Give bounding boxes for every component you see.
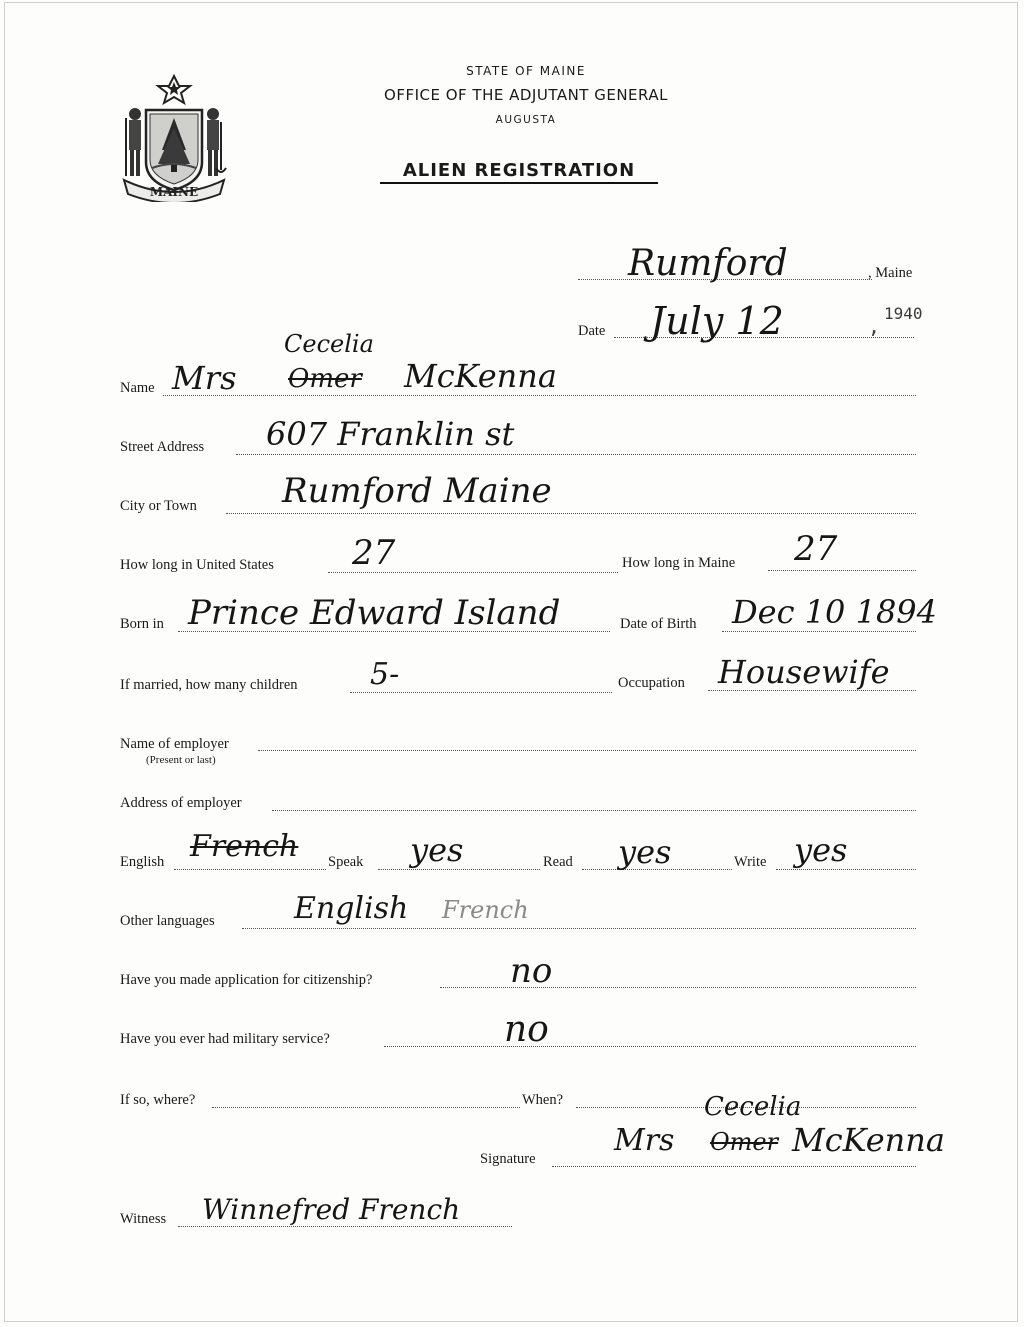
header-state: STATE OF MAINE <box>466 64 586 78</box>
maine-duration-line <box>768 570 916 571</box>
english-label: English <box>120 854 165 870</box>
place-suffix-label: , Maine <box>868 265 913 281</box>
header-city: AUGUSTA <box>495 114 557 126</box>
us-duration-value: 27 <box>352 533 396 573</box>
signature-label: Signature <box>480 1151 536 1167</box>
date-of-birth-label: Date of Birth <box>620 616 697 632</box>
other-languages-line <box>242 928 916 929</box>
signature-last-name: McKenna <box>792 1121 945 1159</box>
employer-name-sublabel: (Present or last) <box>146 754 216 766</box>
city-line <box>226 513 916 514</box>
date-value: July 12 <box>650 299 784 343</box>
citizenship-value: no <box>510 951 553 991</box>
born-in-value: Prince Edward Island <box>188 593 561 633</box>
signature-first-struck: Omer <box>710 1128 779 1156</box>
write-value: yes <box>794 831 848 869</box>
english-line <box>174 869 326 870</box>
city-label: City or Town <box>120 498 197 514</box>
name-title: Mrs <box>172 359 237 397</box>
employer-name-label: Name of employer <box>120 736 229 752</box>
street-label: Street Address <box>120 439 205 455</box>
signature-title: Mrs <box>614 1123 675 1158</box>
date-of-birth-value: Dec 10 1894 <box>732 593 938 631</box>
witness-line <box>178 1226 512 1227</box>
military-service-label: Have you ever had military service? <box>120 1031 330 1047</box>
maine-duration-value: 27 <box>794 529 838 569</box>
english-value: French <box>190 829 299 864</box>
date-label: Date <box>578 323 606 339</box>
write-line <box>776 869 916 870</box>
occupation-value: Housewife <box>718 653 890 691</box>
employer-address-line <box>272 810 916 811</box>
other-languages-value: English <box>294 891 409 926</box>
name-last: McKenna <box>404 357 557 395</box>
header-office: OFFICE OF THE ADJUTANT GENERAL <box>384 86 668 104</box>
year-value: 1940 <box>884 304 923 323</box>
children-label: If married, how many children <box>120 677 298 693</box>
date-separator: , <box>868 314 881 338</box>
witness-value: Winnefred French <box>202 1193 461 1226</box>
witness-label: Witness <box>120 1211 167 1227</box>
read-label: Read <box>543 854 573 870</box>
seal-banner-text: MAINE <box>149 185 199 199</box>
children-value: 5- <box>370 657 400 692</box>
service-when-label: When? <box>522 1092 564 1108</box>
write-label: Write <box>734 854 767 870</box>
signature-first-correction: Cecelia <box>704 1092 802 1122</box>
speak-value: yes <box>410 831 464 869</box>
other-languages-label: Other languages <box>120 913 215 929</box>
form-title: ALIEN REGISTRATION <box>380 160 658 184</box>
born-in-label: Born in <box>120 616 164 632</box>
employer-name-line <box>258 750 916 751</box>
speak-line <box>378 869 540 870</box>
city-value: Rumford Maine <box>282 471 552 511</box>
occupation-label: Occupation <box>618 675 685 691</box>
name-label: Name <box>120 380 155 396</box>
street-value: 607 Franklin st <box>266 415 515 453</box>
name-first-struck: Omer <box>288 364 362 394</box>
us-duration-label: How long in United States <box>120 557 274 573</box>
employer-address-label: Address of employer <box>120 795 242 811</box>
military-service-line <box>384 1046 916 1047</box>
date-of-birth-line <box>722 631 916 632</box>
name-first-correction: Cecelia <box>284 330 374 358</box>
citizenship-label: Have you made application for citizenship? <box>120 972 373 988</box>
other-languages-faint-value: French <box>442 896 529 924</box>
military-service-value: no <box>504 1009 549 1050</box>
name-line <box>163 395 916 396</box>
service-where-line <box>212 1107 520 1108</box>
speak-label: Speak <box>328 854 364 870</box>
service-where-label: If so, where? <box>120 1092 196 1108</box>
place-value: Rumford <box>628 243 788 284</box>
children-line <box>350 692 612 693</box>
signature-line <box>552 1166 916 1167</box>
read-value: yes <box>618 833 672 871</box>
maine-duration-label: How long in Maine <box>622 555 736 571</box>
street-line <box>236 454 916 455</box>
